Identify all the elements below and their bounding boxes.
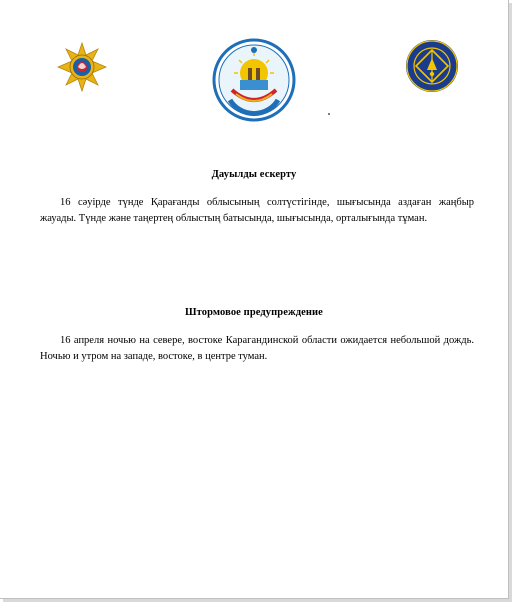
stray-mark — [328, 113, 330, 115]
warning-title-kz: Дауылды ескерту — [211, 169, 297, 180]
warning-text-ru: 16 апреля ночью на севере, востоке Карагандинской области ожидается небольшой дождь. Ночью и утром на западе, востоке, в центре туман. — [40, 335, 474, 362]
regional-emblem-icon — [212, 38, 296, 122]
hydromet-emblem-icon — [404, 38, 460, 94]
warning-title-ru: Штормовое предупреждение — [185, 307, 323, 318]
warning-text-kz: 16 сәуірде түнде Қарағанды облысының солтүстігінде, шығысында аздаған жаңбыр жауады. Түнде және таңертең облыстың батысында, шығысында, орталығында тұман. — [40, 197, 474, 224]
emergency-emblem-icon — [56, 41, 108, 93]
